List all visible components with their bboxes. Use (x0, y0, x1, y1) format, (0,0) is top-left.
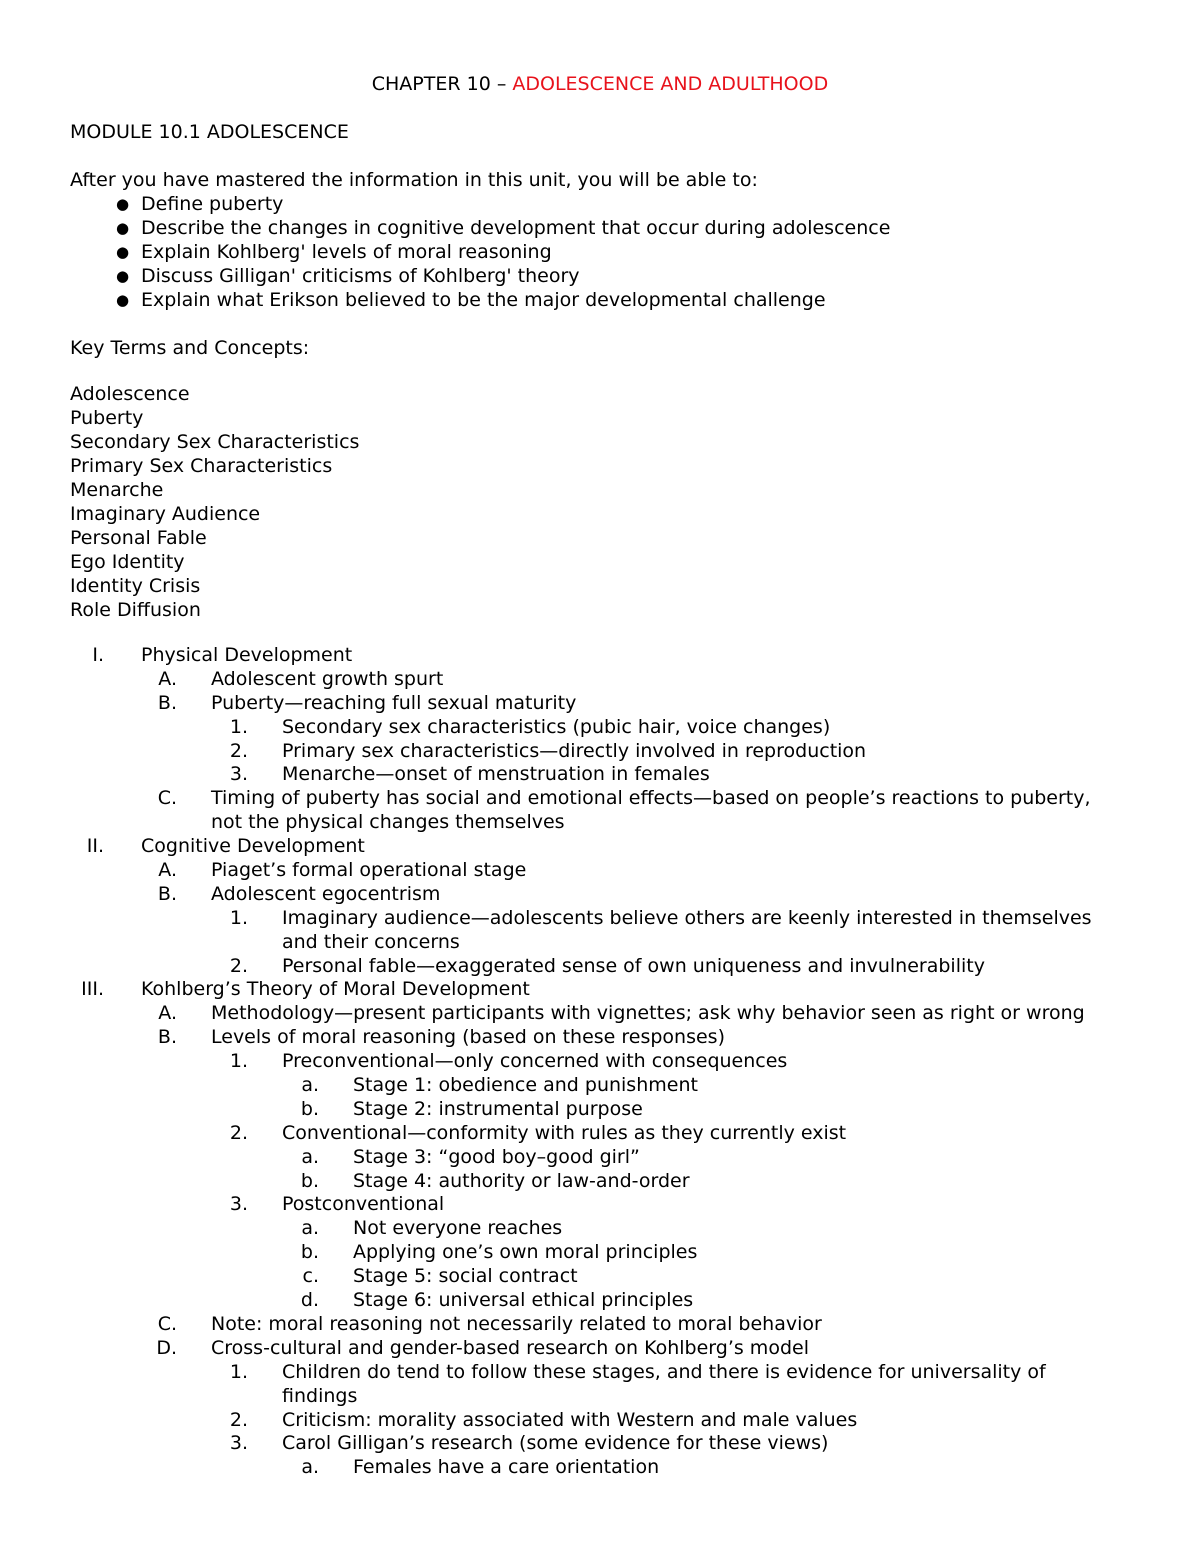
chapter-title (0, 72, 1200, 96)
outline-text: Levels of moral reasoning (based on these responses) (211, 1026, 725, 1049)
outline-marker: II. (86, 835, 104, 858)
outline-marker: d. (300, 1289, 319, 1312)
outline-item-level-1 (0, 1026, 1200, 1050)
outline-text: Secondary sex characteristics (pubic hair, voice changes) (282, 715, 831, 738)
key-terms-list (70, 382, 359, 622)
outline-text: Criticism: morality associated with Western and male values (282, 1408, 858, 1431)
outline-text: Adolescent growth spurt (211, 667, 444, 690)
outline-item-level-0 (0, 644, 1200, 668)
outline-marker: a. (301, 1217, 319, 1240)
key-term: Secondary Sex Characteristics (70, 431, 360, 453)
outline-item-level-0 (0, 835, 1200, 859)
outline-text: Stage 3: “good boy–good girl” (353, 1145, 640, 1168)
outline-item-level-1 (0, 692, 1200, 716)
outline-marker: c. (302, 1265, 319, 1288)
outline-text: Timing of puberty has social and emotional effects—based on people’s reactions to puberty, (211, 787, 1091, 810)
outline-marker: C. (157, 787, 177, 810)
outline-marker: b. (300, 1241, 319, 1264)
outline-item-level-3 (0, 1456, 1200, 1480)
outline-item-level-2 (0, 1050, 1200, 1074)
bullet-icon: ● (116, 219, 130, 237)
outline-text: Puberty—reaching full sexual maturity (211, 691, 577, 714)
outline-marker: A. (158, 667, 177, 690)
objectives-intro: After you have mastered the information in this unit, you will be able to: (70, 169, 758, 191)
outline-marker: B. (157, 691, 177, 714)
outline-text: Piaget’s formal operational stage (211, 859, 527, 882)
bullet-icon: ● (116, 243, 130, 261)
outline-item-level-2 (0, 740, 1200, 764)
outline-text: Primary sex characteristics—directly involved in reproduction (282, 739, 867, 762)
outline-text: Postconventional (282, 1193, 445, 1216)
outline-text: Conventional—conformity with rules as they currently exist (282, 1121, 847, 1144)
outline-item-level-2 (0, 763, 1200, 787)
outline-marker: 2. (229, 739, 248, 762)
outline-marker: a. (301, 1456, 319, 1479)
outline-item-level-1 (0, 883, 1200, 907)
bullet-icon: ● (116, 267, 130, 285)
outline-item-level-2 (0, 1193, 1200, 1217)
module-heading: MODULE 10.1 ADOLESCENCE (70, 121, 349, 143)
outline-text: Females have a care orientation (353, 1456, 660, 1479)
outline-text: Not everyone reaches (353, 1217, 563, 1240)
outline-item-level-3 (0, 1146, 1200, 1170)
outline-marker: D. (156, 1336, 177, 1359)
outline-text: Children do tend to follow these stages, and there is evidence for universality of (282, 1360, 1046, 1383)
outline-item-level-1 (0, 811, 1200, 835)
outline-item-level-2 (0, 1409, 1200, 1433)
outline-item-level-1 (0, 1002, 1200, 1026)
outline-item-level-3 (0, 1265, 1200, 1289)
outline-marker: 2. (229, 954, 248, 977)
outline-text: Stage 2: instrumental purpose (353, 1097, 643, 1120)
outline-item-level-3 (0, 1241, 1200, 1265)
outline-marker: a. (301, 1145, 319, 1168)
outline-text: Applying one’s own moral principles (353, 1241, 698, 1264)
outline-text: Menarche—onset of menstruation in females (282, 763, 710, 786)
outline-marker: b. (300, 1097, 319, 1120)
outline-marker: 1. (229, 715, 248, 738)
key-term: Role Diffusion (70, 599, 201, 621)
outline-text: Kohlberg’s Theory of Moral Development (141, 978, 530, 1001)
outline-item-level-2 (0, 907, 1200, 931)
key-term: Identity Crisis (70, 575, 201, 597)
outline-item-level-2 (0, 931, 1200, 955)
outline-item-level-3 (0, 1217, 1200, 1241)
outline-text: Stage 6: universal ethical principles (353, 1289, 694, 1312)
outline-text: findings (282, 1384, 358, 1407)
outline-text: Cross-cultural and gender-based research on Kohlberg’s model (211, 1336, 809, 1359)
outline-marker: III. (81, 978, 104, 1001)
chapter-prefix: CHAPTER 10 – (371, 73, 513, 95)
outline-item-level-0 (0, 978, 1200, 1002)
outline-item-level-2 (0, 1432, 1200, 1456)
bullet-icon: ● (116, 195, 130, 213)
outline-item-level-1 (0, 1313, 1200, 1337)
chapter-title-accent: ADOLESCENCE AND ADULTHOOD (512, 73, 829, 95)
key-term: Menarche (70, 479, 164, 501)
key-term: Personal Fable (70, 527, 207, 549)
bullet-icon: ● (116, 291, 130, 309)
outline-text: Preconventional—only concerned with consequences (282, 1050, 788, 1073)
outline-item-level-1 (0, 787, 1200, 811)
outline-item-level-1 (0, 859, 1200, 883)
document-page: CHAPTER 10 – ADOLESCENCE AND ADULTHOOD MODULE 10.1 ADOLESCENCE After you have mastered the information in this unit, you will be able to: ● Define puberty ● Describe the changes in cognitive development that occur during adolescence ● Explain Kohlberg' levels of moral reasoning ● Discuss Gilligan' criticisms of Kohlberg' theory ● Explain what Erikson believed to be the major developmental challenge Key Terms and Concepts: Adolescence Puberty Secondary Sex Characteristics Primary Sex Characteristics Menarche Imaginary Audience Personal Fable Ego Identity Identity Crisis Role Diffusion I. Physical Development A. Adolescent growth spurt B. Puberty—reaching full sexual maturity 1. Secondary sex characteristics (pubic hair, voice changes) 2. Primary sex characteristics—directly involved in reproduction 3. Menarche—onset of menstruation in females C. Timing of puberty has social and emotional effects—based on people’s reactions to puberty, not the physical changes themselves II. Cognitive Development A. Piaget’s formal operational stage B. Adolescent egocentrism 1. Imaginary audience—adolescents believe others are keenly interested in themselves and their concerns 2. Personal fable—exaggerated sense of own uniqueness and invulnerability III. Kohlberg’s Theory of Moral Development A. Methodology—present participants with vignettes; ask why behavior seen as right or wrong B. Levels of moral reasoning (based on these responses) 1. Preconventional—only concerned with consequences a. Stage 1: obedience and punishment b. Stage 2: instrumental purpose 2. Conventional—conformity with rules as they currently exist a. Stage 3: “good boy–good girl” b. Stage 4: authority or law-and-order 3. Postconventional a. Not everyone reaches b. Applying one’s own moral principles c. Stage 5: social contract d. Stage 6: universal ethical principles C. Note: moral reasoning not necessarily related to moral behavior D. Cross-cultural and gender-based research on Kohlberg’s model 1. Children do tend to follow these stages, and there is evidence for universality of findings 2. Criticism: morality associated with Western and male values 3. Carol Gilligan’s research (some evidence for these views) a. Females have a care orientation (0, 0, 1200, 1553)
outline-item-level-1 (0, 668, 1200, 692)
outline-text: Stage 5: social contract (353, 1265, 578, 1288)
outline-item-level-1 (0, 1337, 1200, 1361)
outline-marker: I. (92, 644, 104, 666)
outline-text: Carol Gilligan’s research (some evidence for these views) (282, 1432, 829, 1455)
outline-marker: 1. (229, 1360, 248, 1383)
outline-item-level-2 (0, 716, 1200, 740)
outline-marker: A. (158, 859, 177, 882)
outline-marker: 3. (229, 1432, 248, 1455)
outline-text: Stage 1: obedience and punishment (353, 1074, 698, 1097)
outline-text: Personal fable—exaggerated sense of own uniqueness and invulnerability (282, 954, 985, 977)
outline-text: Physical Development (141, 644, 353, 666)
key-term: Puberty (70, 407, 144, 429)
outline-item-level-2 (0, 955, 1200, 979)
outline-text: Stage 4: authority or law-and-order (353, 1169, 690, 1192)
outline-item-level-2 (0, 1385, 1200, 1409)
outline-item-level-2 (0, 1122, 1200, 1146)
lecture-outline (0, 644, 1200, 1480)
outline-marker: a. (301, 1074, 319, 1097)
outline-marker: 2. (229, 1121, 248, 1144)
outline-text: Adolescent egocentrism (211, 882, 441, 905)
outline-marker: B. (157, 1026, 177, 1049)
key-term: Ego Identity (70, 551, 185, 573)
outline-marker: 3. (229, 1193, 248, 1216)
outline-text: Imaginary audience—adolescents believe others are keenly interested in themselves (282, 906, 1092, 929)
outline-text: Cognitive Development (141, 835, 365, 858)
key-term: Imaginary Audience (70, 503, 261, 525)
outline-item-level-3 (0, 1289, 1200, 1313)
key-terms-heading: Key Terms and Concepts: (70, 337, 310, 359)
outline-marker: 3. (229, 763, 248, 786)
outline-text: and their concerns (282, 930, 460, 953)
outline-item-level-2 (0, 1361, 1200, 1385)
outline-marker: C. (157, 1312, 177, 1335)
outline-text: not the physical changes themselves (211, 811, 565, 834)
outline-marker: A. (158, 1002, 177, 1025)
key-term: Primary Sex Characteristics (70, 455, 333, 477)
outline-text: Methodology—present participants with vignettes; ask why behavior seen as right or wrong (211, 1002, 1085, 1025)
outline-text: Note: moral reasoning not necessarily related to moral behavior (211, 1312, 822, 1335)
outline-item-level-3 (0, 1098, 1200, 1122)
outline-marker: B. (157, 882, 177, 905)
outline-marker: 1. (229, 1050, 248, 1073)
outline-item-level-3 (0, 1170, 1200, 1194)
outline-marker: b. (300, 1169, 319, 1192)
outline-marker: 2. (229, 1408, 248, 1431)
outline-marker: 1. (229, 906, 248, 929)
outline-item-level-3 (0, 1074, 1200, 1098)
key-term: Adolescence (70, 383, 190, 405)
